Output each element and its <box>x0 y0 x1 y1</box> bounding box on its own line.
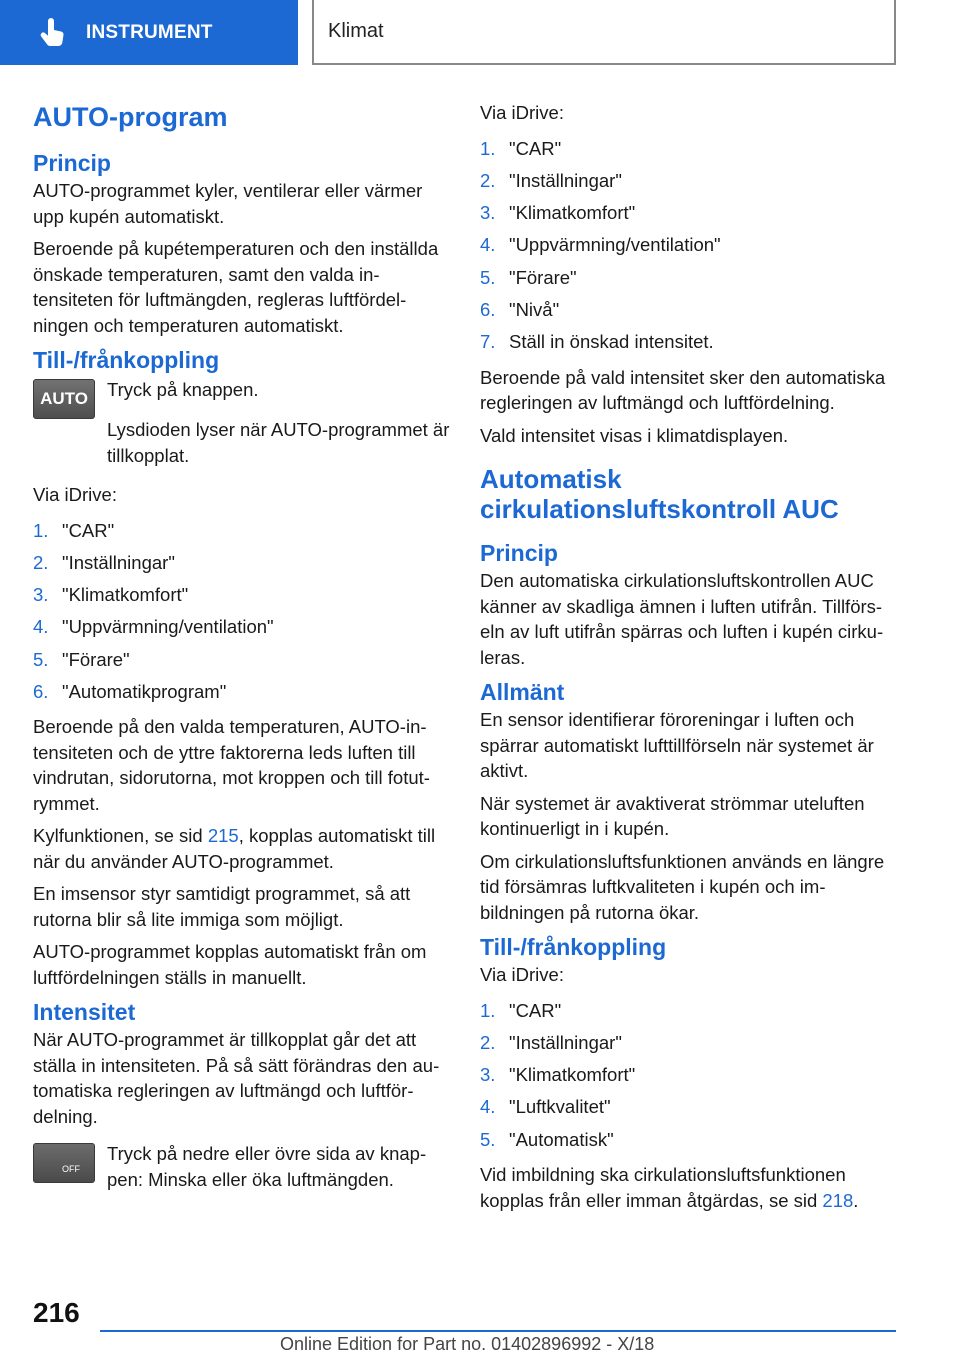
list-item <box>480 165 900 197</box>
step-number: 2. <box>33 551 49 573</box>
heading-auc: Automatisk cirkulationsluftskontroll AUC <box>480 464 839 525</box>
left-column <box>33 100 451 1198</box>
step-text: "Inställningar" <box>509 1031 622 1053</box>
paragraph: En sensor identifierar föroreningar i luften och spärrar automatiskt lufttillförseln när systemet är aktivt. <box>480 709 874 782</box>
step-text: "Luftkvalitet" <box>509 1096 611 1118</box>
step-text: "Klimatkomfort" <box>509 1064 636 1086</box>
paragraph: AUTO-programmet kyler, ventilerar eller värmer upp kupén automatiskt. <box>33 180 423 227</box>
step-number: 1. <box>480 999 496 1021</box>
heading-toggle: Till-/frånkoppling <box>33 347 220 373</box>
footer-divider <box>100 1330 896 1332</box>
paragraph: Beroende på kupétemperaturen och den inställda önskade temperaturen, samt den valda intensiteten för luftmängden, regleras luftfördelningen och temperaturen automatiskt. <box>33 238 439 336</box>
fan-button-instruction <box>33 1141 451 1198</box>
list-item <box>480 995 900 1027</box>
heading-intensitet: Intensitet <box>33 999 136 1026</box>
step-number: 4. <box>480 234 496 256</box>
list-item <box>480 197 900 229</box>
step-number: 2. <box>480 1031 496 1053</box>
step-number: 4. <box>33 616 49 638</box>
paragraph: Tryck på knappen. <box>107 379 259 400</box>
steps-list <box>480 995 900 1156</box>
section-label: INSTRUMENT <box>86 21 213 43</box>
step-text: "Automatikprogram" <box>62 680 227 702</box>
list-item <box>480 133 900 165</box>
paragraph: Den automatiska cirkulationsluftskontrollen AUC känner av skadliga ämnen i luften utifrån. Tillförseln av luft utifrån spärras och luften i kupén cirkuleras. <box>480 570 884 668</box>
step-number: 5. <box>33 648 49 670</box>
paragraph: Vid imbildning ska cirkulationsluftsfunktionen kopplas från eller imman åtgärdas, se sid 218. <box>480 1164 859 1211</box>
step-text: "Nivå" <box>509 298 560 320</box>
paragraph: AUTO-programmet kopplas automatiskt från om luftfördelningen ställs in manuellt. <box>33 941 427 988</box>
heading-toggle-auc: Till-/frånkoppling <box>480 934 667 961</box>
list-item <box>480 262 900 294</box>
list-item <box>480 1027 900 1059</box>
page-link-215[interactable]: 215 <box>207 825 239 847</box>
step-text: "Automatisk" <box>509 1128 614 1150</box>
step-text: "Inställningar" <box>62 551 175 573</box>
steps-list <box>480 133 900 359</box>
step-number: 1. <box>480 137 496 159</box>
steps-list <box>33 515 451 709</box>
paragraph: När systemet är avaktiverat strömmar uteluften kontinuerligt in i kupén. <box>480 792 865 840</box>
auto-button-icon: AUTO <box>33 379 95 419</box>
step-text: "Uppvärmning/ventilation" <box>509 234 721 256</box>
heading-auto-program: AUTO-program <box>33 102 228 132</box>
auto-button-image <box>33 377 95 419</box>
fan-button-image <box>33 1141 95 1198</box>
list-item <box>33 579 451 611</box>
step-text: "CAR" <box>509 137 562 159</box>
paragraph: När AUTO-programmet är tillkopplat går det att ställa in intensiteten. På så sätt förändras den automatiska regleringen av luftmängd och luftfördelning. <box>33 1029 440 1127</box>
step-number: 1. <box>33 519 49 541</box>
step-number: 7. <box>480 331 496 353</box>
list-item <box>480 229 900 261</box>
list-item <box>33 644 451 676</box>
step-text: "Förare" <box>509 266 577 288</box>
step-number: 6. <box>33 680 49 702</box>
paragraph: Beroende på vald intensitet sker den automatiska regleringen av luftmängd och luftfördelning. <box>480 366 886 414</box>
step-text: "Förare" <box>62 648 130 670</box>
via-idrive-label: Via iDrive: <box>480 964 564 986</box>
page-number: 216 <box>33 1297 80 1328</box>
step-number: 6. <box>480 298 496 320</box>
heading-allmant: Allmänt <box>480 679 565 706</box>
step-number: 3. <box>480 1064 496 1086</box>
list-item <box>480 1059 900 1091</box>
step-text: Ställ in önskad intensitet. <box>509 331 714 353</box>
right-column <box>480 100 900 1220</box>
list-item <box>33 676 451 708</box>
heading-princip: Princip <box>33 150 111 176</box>
via-idrive-label: Via iDrive: <box>480 102 564 123</box>
list-item <box>480 326 900 358</box>
list-item <box>33 611 451 643</box>
step-number: 3. <box>480 202 496 224</box>
page-link-218[interactable]: 218 <box>822 1189 854 1211</box>
step-text: "Uppvärmning/ventilation" <box>62 616 274 638</box>
step-text: "Klimatkomfort" <box>509 202 636 224</box>
step-text: "Inställningar" <box>509 169 622 191</box>
via-idrive-label: Via iDrive: <box>33 484 117 505</box>
step-number: 4. <box>480 1096 496 1118</box>
step-number: 2. <box>480 169 496 191</box>
step-text: "CAR" <box>509 999 562 1021</box>
paragraph: Kylfunktionen, se sid 215, kopplas automatiskt till när du använder AUTO-programmet. <box>33 825 436 872</box>
list-item <box>33 515 451 547</box>
step-text: "CAR" <box>62 519 115 541</box>
step-number: 5. <box>480 1128 496 1150</box>
section-tab[interactable] <box>0 0 298 65</box>
list-item <box>480 294 900 326</box>
paragraph: En imsensor styr samtidigt programmet, så att rutorna blir så lite immiga som möjligt. <box>33 883 411 930</box>
chapter-title: Klimat <box>312 0 896 65</box>
auto-button-instruction <box>33 377 451 419</box>
hand-pointer-icon <box>36 16 70 50</box>
step-number: 3. <box>33 584 49 606</box>
heading-princip-auc: Princip <box>480 540 558 567</box>
list-item <box>33 547 451 579</box>
paragraph: Lysdioden lyser när AUTO-programmet är tillkopplat. <box>107 419 450 466</box>
fan-off-button-icon: OFF <box>33 1143 95 1183</box>
step-text: "Klimatkomfort" <box>62 584 189 606</box>
paragraph: Tryck på nedre eller övre sida av knappen: Minska eller öka luftmängden. <box>107 1143 427 1190</box>
paragraph: Om cirkulationsluftsfunktionen används en längre tid försämras luftkvaliteten i kupén och imbildningen på rutorna ökar. <box>480 850 885 923</box>
footer-edition: Online Edition for Part no. 01402896992 - X/18 <box>280 1334 655 1354</box>
paragraph: Vald intensitet visas i klimatdisplayen. <box>480 424 789 446</box>
list-item <box>480 1124 900 1156</box>
step-number: 5. <box>480 266 496 288</box>
paragraph: Beroende på den valda temperaturen, AUTO-intensiteten och de yttre faktorerna leds luften till vindrutan, sidorutorna, mot kroppen och till fotutrymmet. <box>33 716 430 814</box>
list-item <box>480 1091 900 1123</box>
